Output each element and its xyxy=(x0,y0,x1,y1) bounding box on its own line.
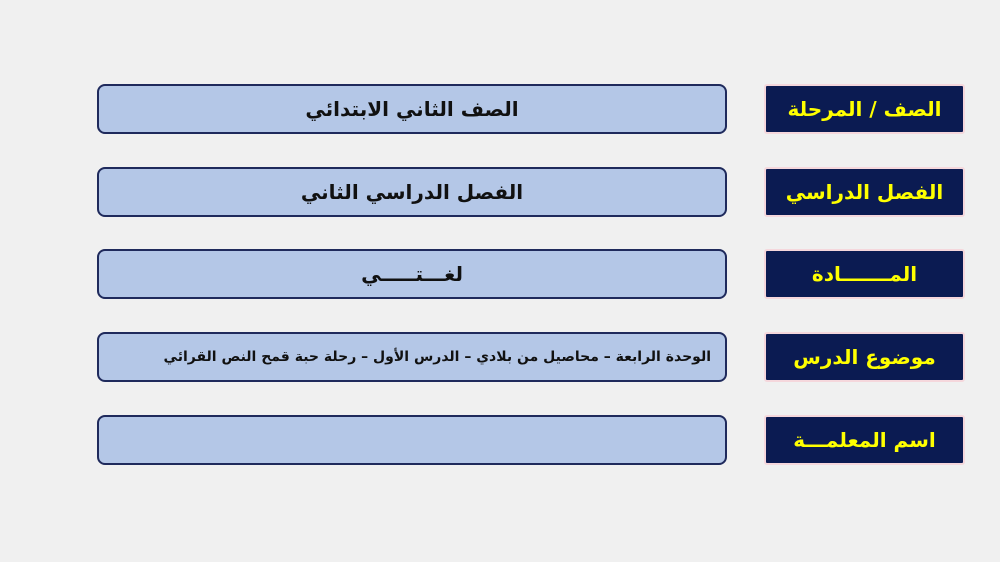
lesson-topic-value: الوحدة الرابعة – محاصيل من بلادي – الدرس الأول – رحلة حبة قمح النص القرائي xyxy=(163,349,711,365)
subject-label-box xyxy=(764,249,965,299)
grade-value-box xyxy=(97,84,727,134)
teacher-name-label: اسم المعلمـــة xyxy=(793,428,936,452)
grade-value: الصف الثاني الابتدائي xyxy=(305,97,519,121)
grade-label-box xyxy=(764,84,965,134)
teacher-name-value-box xyxy=(97,415,727,465)
subject-value-box xyxy=(97,249,727,299)
lesson-topic-label-box xyxy=(764,332,965,382)
subject-label: المـــــــادة xyxy=(811,262,918,286)
lesson-topic-value-box xyxy=(97,332,727,382)
lesson-topic-label: موضوع الدرس xyxy=(793,345,936,369)
semester-value: الفصل الدراسي الثاني xyxy=(300,180,524,204)
subject-value: لغـــتـــــي xyxy=(361,262,463,286)
teacher-name-label-box xyxy=(764,415,965,465)
semester-value-box xyxy=(97,167,727,217)
semester-label-box xyxy=(764,167,965,217)
grade-label: الصف / المرحلة xyxy=(787,97,942,121)
semester-label: الفصل الدراسي xyxy=(785,180,944,204)
